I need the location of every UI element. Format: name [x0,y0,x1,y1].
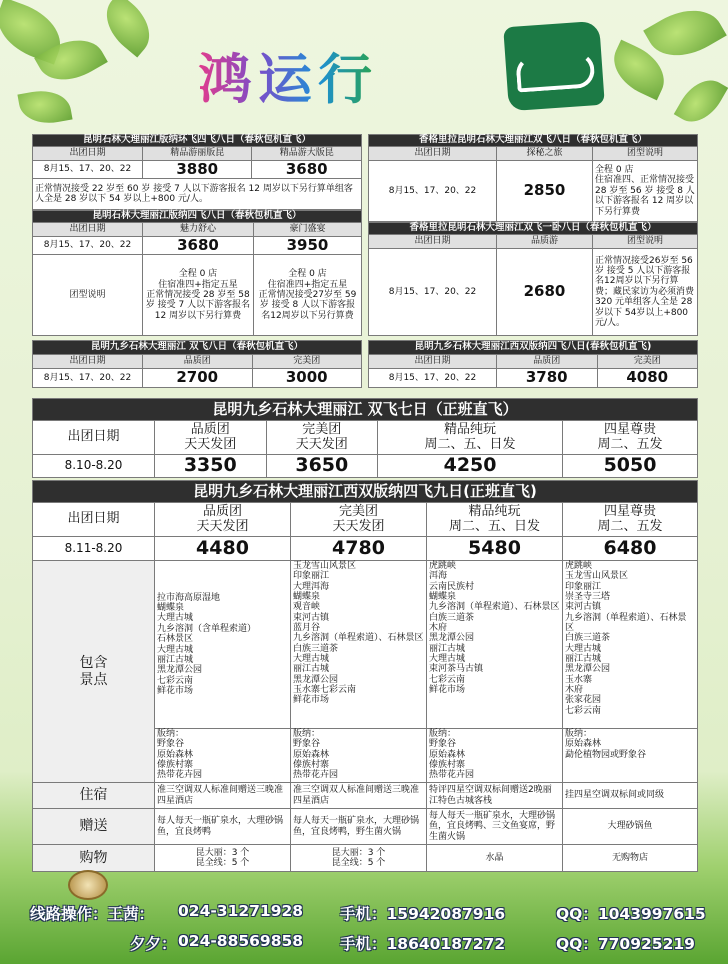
lodging-cell: 准三空调双人标准间赠送三晚准四星酒店 [291,783,427,809]
contact-line-1 [0,902,728,922]
shop-cell: 水晶 [427,845,563,872]
spots-cell: 虎跳峡 玉龙雪山风景区 印象丽江 崇圣寺三塔 束河古镇 九乡溶洞（单程索道）、石林景区 白族三道茶 大理古城 丽江古城 黑龙潭公园 玉水寨 木府 张家花园 七彩云南 [563,561,698,729]
price-cell: 3780 [497,369,598,388]
col-header: 品质团 [143,355,253,369]
price-cell: 3680 [252,161,362,179]
gift-cell: 每人每天一瓶矿泉水，大理砂锅鱼，宜良烤鸭，野生菌火锅 [291,809,427,845]
lodging-cell: 特评四星空调双标间赠送2晚丽江特色古城客栈 [427,783,563,809]
col-header: 出团日期 [33,223,143,237]
tour-table-3 [368,134,698,222]
price-cell: 4080 [597,369,698,388]
col-header [155,503,291,537]
price-cell: 4250 [378,455,563,478]
tour-table-8 [32,480,698,872]
contact-phone: 024-31271928 [178,902,304,920]
brand-logo [198,36,498,114]
col-schedule: 周二、五、日发 [448,518,540,534]
price-cell: 3680 [143,237,254,255]
spots-cell: 玉龙雪山风景区 印象丽江 大理洱海 蝴蝶泉 观音峡 束河古镇 蓝月谷 九乡溶洞（单程索道）、石林景区 白族三道茶 大理古城 丽江古城 黑龙潭公园 玉水寨七彩云南 鲜花市场 [291,561,427,729]
desc-cell: 全程 0 店 住宿准四+指定五星 正常情况接受27岁至 59 岁 接受 8 人以下游客报名12周岁以下另行算费 [253,255,361,336]
leaf-decoration [643,0,727,70]
spots-cell: 虎跳峡 洱海 云南民族村 蝴蝶泉 九乡溶洞（单程索道）、石林景区 白族三道茶 木府 黑龙潭公园 丽江古城 大理古城 束河茶马古镇 七彩云南 鲜花市场 [427,561,563,729]
note-cell: 正常情况接受 22 岁至 60 岁 接受 7 人以下游客报名 12 周岁以下另行算单组客人全是 28 岁以下 54 岁以上+800 元/人。 [33,179,362,210]
gift-cell: 大理砂锅鱼 [563,809,698,845]
date-cell: 8月15、17、20、22 [369,249,497,336]
contact-qq: QQ：770925219 [556,935,695,953]
col-header [563,503,698,537]
table-title: 昆明九乡石林大理丽江西双版纳四飞九日(正班直飞) [33,481,698,503]
date-cell: 8月15、17、20、22 [33,237,143,255]
table-title: 香格里拉昆明石林大理丽江双飞一卧八日（春秋包机直飞） [369,223,698,235]
table-title: 昆明九乡石林大理丽江西双版纳四飞八日(春秋包机直飞) [369,341,698,355]
col-name: 品质团 [190,421,230,437]
table-title: 昆明九乡石林大理丽江 双飞七日（正班直飞） [33,399,698,421]
price-cell: 3650 [266,455,378,478]
col-header: 品质游 [497,235,593,249]
tour-table-7 [32,398,698,478]
gift-cell: 每人每天一瓶矿泉水，大理砂锅鱼，宜良烤鸭、三文鱼宴席，野生菌火锅 [427,809,563,845]
col-header: 豪门盛宴 [253,223,361,237]
price-cell: 3350 [155,455,267,478]
banna-cell: 版纳： 野象谷 原始森林 傣族村寨 热带花卉园 [155,729,291,783]
desc-cell: 全程 0 店 住宿准四+指定五星 正常情况接受 28 岁至 58 岁 接受 7 人以下游客报名 12 周岁以下另行算费 [143,255,254,336]
col-header: 品质团 [497,355,598,369]
col-header: 出团日期 [369,355,497,369]
tour-table-5 [32,340,362,388]
price-cell: 3950 [253,237,361,255]
table-title: 昆明石林大理丽江版纳四飞八日（春秋包机直飞） [33,211,362,223]
lodging-cell: 准三空调双人标准间赠送三晚准四星酒店 [155,783,291,809]
col-header: 精品游大版昆 [252,147,362,161]
price-cell: 2700 [143,369,253,388]
shop-cell: 昆大丽：3 个 昆全线：5 个 [155,845,291,872]
banna-cell: 版纳： 原始森林 勐伦植物园或野象谷 [563,729,698,783]
col-header: 出团日期 [33,421,155,455]
shop-cell: 昆大丽：3 个 昆全线：5 个 [291,845,427,872]
col-header [427,503,563,537]
col-name: 精品纯玩 [468,503,521,519]
col-header: 团型说明 [593,147,698,161]
col-header: 魅力舒心 [143,223,254,237]
price-cell: 2850 [497,161,593,222]
leaf-decoration [674,71,728,131]
tour-table-2 [32,210,362,336]
col-name: 完美团 [338,503,378,519]
row-label: 包含 景点 [33,561,155,783]
col-name: 精品纯玩 [444,421,497,437]
price-cell: 3880 [143,161,252,179]
col-name: 完美团 [302,421,342,437]
date-cell: 8月15、17、20、22 [33,369,143,388]
banna-cell: 版纳： 野象谷 原始森林 傣族村寨 热带花卉园 [291,729,427,783]
price-cell: 4780 [291,537,427,561]
contact-name: 线路操作：王茜： [30,905,155,923]
col-header: 探秘之旅 [497,147,593,161]
col-header: 出团日期 [33,503,155,537]
col-name: 四星尊贵 [603,503,656,519]
shop-cell: 无购物店 [563,845,698,872]
spots-cell: 拉市海高原湿地 蝴蝶泉 大理古城 九乡溶洞（含单程索道） 石林景区 大理古城 丽江古城 黑龙潭公园 七彩云南 鲜花市场 [155,561,291,729]
price-cell: 4480 [155,537,291,561]
price-cell: 5050 [563,455,698,478]
gift-cell: 每人每天一瓶矿泉水，大理砂锅鱼，宜良烤鸭 [155,809,291,845]
col-name: 品质团 [202,503,242,519]
contact-qq: QQ：1043997615 [556,905,706,923]
col-header: 出团日期 [33,147,143,161]
col-header [563,421,698,455]
banna-cell: 版纳： 野象谷 原始森林 傣族村寨 热带花卉园 [427,729,563,783]
col-header: 精品游丽版昆 [143,147,252,161]
price-cell: 5480 [427,537,563,561]
logo-text: 鸿运行 [198,37,378,114]
leaf-decoration [17,86,72,128]
date-cell: 8月15、17、20、22 [369,369,497,388]
date-cell: 8.10-8.20 [33,455,155,478]
tour-table-1 [32,134,362,210]
tour-table-4 [368,222,698,336]
contact-line-2 [0,932,728,952]
col-schedule: 天天发团 [295,436,348,452]
desc-cell: 全程 0 店 住宿准四、正常情况接受 28 岁至 56 岁 接受 8 人以下游客报名 12 周岁以下另行算费 [593,161,698,222]
desc-cell: 正常情况接受26岁至 56 岁 接受 5 人以下游客报名12周岁以下另行算费；藏民家访为必须消费 320 元单组客人全是 28 岁以下 54岁以上+800元/人。 [593,249,698,336]
col-header: 完美团 [597,355,698,369]
col-schedule: 天天发团 [184,436,237,452]
col-schedule: 周二、五发 [597,518,663,534]
lodging-cell: 挂四星空调双标间或同级 [563,783,698,809]
col-name: 四星尊贵 [604,421,657,437]
col-header: 完美团 [252,355,362,369]
col-header: 团型说明 [593,235,698,249]
price-cell: 3000 [252,369,362,388]
col-header: 出团日期 [33,355,143,369]
table-title: 昆明九乡石林大理丽江 双飞八日（春秋包机直飞） [33,341,362,355]
col-header [266,421,378,455]
row-label: 赠送 [33,809,155,845]
col-schedule: 周二、五发 [597,436,663,452]
date-cell: 8.11-8.20 [33,537,155,561]
row-label: 团型说明 [33,255,143,336]
col-header: 出团日期 [369,235,497,249]
contact-name: 夕夕： [130,935,177,953]
row-label: 购物 [33,845,155,872]
table-title: 香格里拉昆明石林大理丽江双飞八日（春秋包机直飞） [369,135,698,147]
col-header [155,421,267,455]
price-cell: 2680 [497,249,593,336]
col-header [378,421,563,455]
table-title: 昆明石林大理丽江版纳环飞四飞八日（春秋包机直飞） [33,135,362,147]
date-cell: 8月15、17、20、22 [33,161,143,179]
col-header: 出团日期 [369,147,497,161]
contact-mobile: 手机：18640187272 [340,935,506,953]
col-schedule: 天天发团 [196,518,249,534]
leaf-decoration [94,0,161,58]
col-schedule: 天天发团 [332,518,385,534]
col-schedule: 周二、五、日发 [424,436,516,452]
col-header [291,503,427,537]
contact-mobile: 手机：15942087916 [340,905,506,923]
cloud-seal-icon [503,21,605,111]
row-label: 住宿 [33,783,155,809]
contact-phone: 024-88569858 [178,932,304,950]
tour-table-6 [368,340,698,388]
date-cell: 8月15、17、20、22 [369,161,497,222]
snail-icon [68,870,108,900]
price-cell: 6480 [563,537,698,561]
